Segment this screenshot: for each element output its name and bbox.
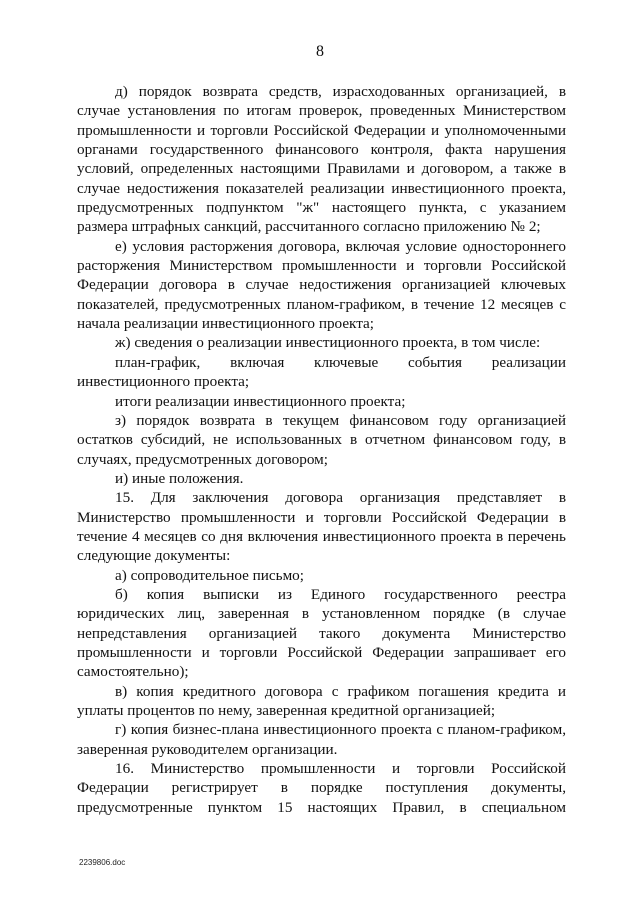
paragraph-b: б) копия выписки из Единого государственного реестра юридических лиц, заверенная в установленном порядке (в случае непредставления организацией такого документа Министерство промышленности и торговли Российской Федерации запрашивает его самостоятельно);: [77, 585, 566, 681]
paragraph-d: д) порядок возврата средств, израсходованных организацией, в случае установления по итогам проверок, проведенных Министерством промышленности и торговли Российской Федерации и уполномоченными органами государственного финансового контроля, факта нарушения условий, определенных настоящими Правилами и договором, а также в случае недостижения показателей реализации инвестиционного проекта, предусмотренных подпунктом "ж" настоящего пункта, с указанием размера штрафных санкций, рассчитанного согласно приложению № 2;: [77, 83, 566, 236]
paragraph-plan-grafik: план-график, включая ключевые события реализации инвестиционного проекта;: [77, 353, 566, 391]
paragraph-g: г) копия бизнес-плана инвестиционного проекта с планом-графиком, заверенная руководителем организации.: [77, 721, 566, 758]
paragraph-e: е) условия расторжения договора, включая условие одностороннего расторжения Министерством промышленности и торговли Российской Федерации договора в случае недостижения организацией ключевых показателей, предусмотренных планом-графиком, в течение 12 месяцев с начала реализации инвестиционного проекта;: [77, 237, 566, 333]
paragraph-itogi: итоги реализации инвестиционного проекта;: [115, 392, 406, 410]
paragraph-i: и) иные положения.: [115, 469, 244, 487]
paragraph-v: в) копия кредитного договора с графиком погашения кредита и уплаты процентов по нему, заверенная кредитной организацией;: [77, 682, 566, 719]
paragraph-z: з) порядок возврата в текущем финансовом году организацией остатков субсидий, не использованных в отчетном финансовом году, в случаях, предусмотренных договором;: [77, 411, 566, 468]
paragraph-a: а) сопроводительное письмо;: [115, 566, 304, 584]
page-number: 8: [316, 43, 324, 60]
paragraph-16: 16. Министерство промышленности и торговли Российской Федерации регистрирует в порядке поступления документы, предусмотренные пунктом 15 настоящих Правил, в специальном: [77, 760, 566, 816]
paragraph-15: 15. Для заключения договора организация представляет в Министерство промышленности и торговли Российской Федерации в течение 4 месяцев со дня включения инвестиционного проекта в перечень следующие документы:: [77, 489, 566, 565]
file-name-footer: 2239806.doc: [79, 858, 126, 867]
document-body: [77, 82, 566, 817]
paragraph-zh: ж) сведения о реализации инвестиционного проекта, в том числе:: [115, 334, 541, 352]
